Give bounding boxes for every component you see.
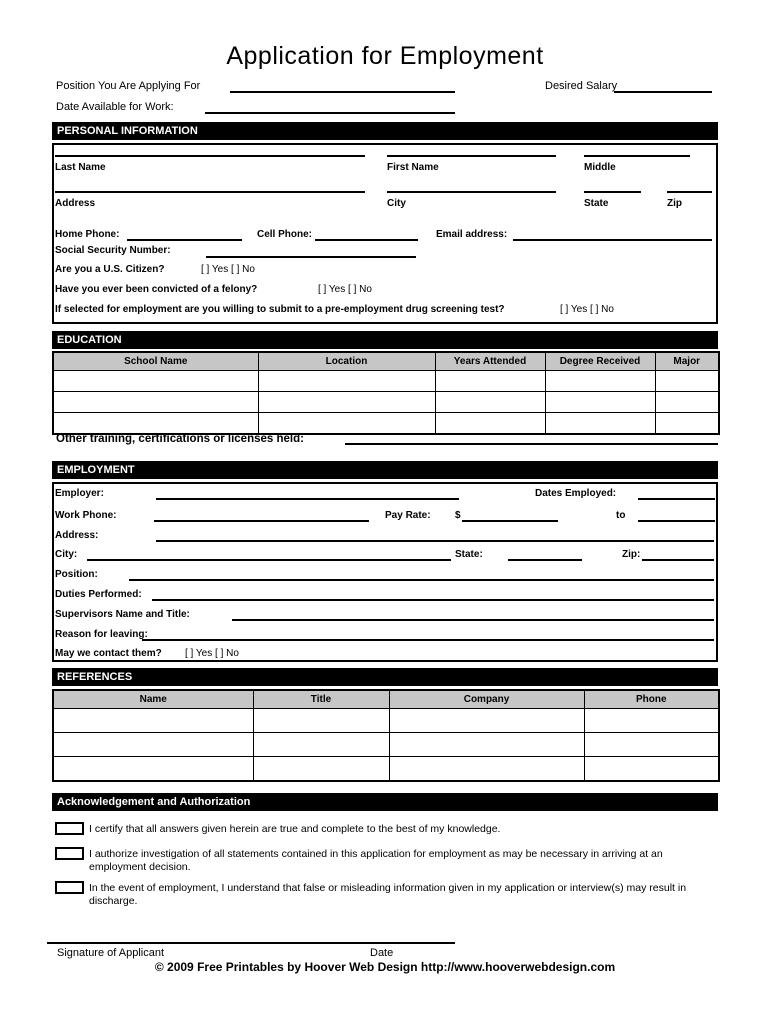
address-line[interactable] bbox=[55, 191, 365, 193]
references-cell[interactable] bbox=[584, 709, 719, 733]
education-col-school-name: School Name bbox=[53, 352, 258, 371]
employment-address-label: Address: bbox=[55, 530, 99, 541]
discharge-checkbox[interactable] bbox=[55, 881, 84, 894]
education-cell[interactable] bbox=[258, 392, 435, 413]
acknowledgement-banner: Acknowledgement and Authorization bbox=[52, 793, 718, 811]
certify-checkbox[interactable] bbox=[55, 822, 84, 835]
employment-state-label: State: bbox=[455, 549, 483, 560]
education-row bbox=[53, 392, 719, 413]
education-cell[interactable] bbox=[435, 392, 545, 413]
references-cell[interactable] bbox=[53, 733, 253, 757]
references-cell[interactable] bbox=[253, 757, 389, 782]
cell-phone-line[interactable] bbox=[315, 239, 418, 241]
address-label: Address bbox=[55, 198, 96, 209]
education-cell[interactable] bbox=[545, 371, 655, 392]
drug-screening-question: If selected for employment are you willing to submit to a pre-employment drug screening test? bbox=[55, 304, 505, 315]
references-cell[interactable] bbox=[584, 733, 719, 757]
certify-statement: I certify that all answers given herein are true and complete to the best of my knowledge. bbox=[89, 823, 501, 835]
references-cell[interactable] bbox=[253, 733, 389, 757]
copyright-notice: © 2009 Free Printables by Hoover Web Design http://www.hooverwebdesign.com bbox=[154, 960, 616, 974]
position-line[interactable] bbox=[129, 579, 714, 581]
authorize-checkbox[interactable] bbox=[55, 847, 84, 860]
references-cell[interactable] bbox=[53, 709, 253, 733]
education-cell[interactable] bbox=[435, 371, 545, 392]
education-cell[interactable] bbox=[435, 413, 545, 435]
references-cell[interactable] bbox=[389, 733, 584, 757]
us-citizen-yes-no-checkboxes[interactable]: [ ] Yes [ ] No bbox=[201, 264, 255, 275]
work-phone-label: Work Phone: bbox=[55, 510, 117, 521]
position-applying-label: Position You Are Applying For bbox=[56, 80, 201, 92]
home-phone-label: Home Phone: bbox=[55, 229, 120, 240]
state-label: State bbox=[584, 198, 609, 209]
city-line[interactable] bbox=[387, 191, 556, 193]
supervisor-name-title-line[interactable] bbox=[232, 619, 714, 621]
references-banner: REFERENCES bbox=[52, 668, 718, 686]
references-row bbox=[53, 733, 719, 757]
position-label: Position: bbox=[55, 569, 98, 580]
state-line[interactable] bbox=[584, 191, 641, 193]
employment-address-line[interactable] bbox=[156, 540, 714, 542]
education-table bbox=[52, 351, 720, 435]
middle-name-line[interactable] bbox=[584, 155, 690, 157]
employment-zip-label: Zip: bbox=[622, 549, 641, 560]
may-we-contact-yes-no-checkboxes[interactable]: [ ] Yes [ ] No bbox=[185, 648, 239, 659]
city-label: City bbox=[387, 198, 406, 209]
reason-for-leaving-label: Reason for leaving: bbox=[55, 629, 148, 640]
first-name-line[interactable] bbox=[387, 155, 556, 157]
education-header-row bbox=[53, 352, 719, 371]
middle-name-label: Middle bbox=[584, 162, 616, 173]
employment-city-label: City: bbox=[55, 549, 78, 560]
education-cell[interactable] bbox=[53, 392, 258, 413]
to-label: to bbox=[616, 510, 626, 521]
dollar-sign: $ bbox=[455, 510, 461, 521]
zip-line[interactable] bbox=[667, 191, 712, 193]
zip-label: Zip bbox=[667, 198, 682, 209]
authorize-statement: I authorize investigation of all statements contained in this application for employment as may be necessary in arriving at an employment decision. bbox=[89, 848, 663, 873]
ssn-label: Social Security Number: bbox=[55, 245, 171, 256]
position-applying-line[interactable] bbox=[230, 91, 455, 93]
last-name-label: Last Name bbox=[55, 162, 106, 173]
references-row bbox=[53, 709, 719, 733]
us-citizen-question: Are you a U.S. Citizen? bbox=[55, 264, 165, 275]
education-cell[interactable] bbox=[258, 371, 435, 392]
supervisor-name-title-label: Supervisors Name and Title: bbox=[55, 609, 190, 620]
references-cell[interactable] bbox=[389, 709, 584, 733]
dates-employed-label: Dates Employed: bbox=[535, 488, 617, 499]
employer-line[interactable] bbox=[156, 498, 459, 500]
employment-box bbox=[52, 482, 718, 662]
education-cell[interactable] bbox=[258, 413, 435, 435]
education-col-degree-received: Degree Received bbox=[545, 352, 655, 371]
other-training-label: Other training, certifications or licenses held: bbox=[56, 433, 304, 445]
education-col-major: Major bbox=[655, 352, 719, 371]
may-we-contact-question: May we contact them? bbox=[55, 648, 162, 659]
other-training-line[interactable] bbox=[345, 443, 718, 445]
pay-rate-label: Pay Rate: bbox=[385, 510, 431, 521]
first-name-label: First Name bbox=[387, 162, 439, 173]
references-row bbox=[53, 757, 719, 782]
references-col-name: Name bbox=[53, 690, 253, 709]
education-cell[interactable] bbox=[655, 392, 719, 413]
references-header-row bbox=[53, 690, 719, 709]
cell-phone-label: Cell Phone: bbox=[257, 229, 313, 240]
education-col-location: Location bbox=[258, 352, 435, 371]
discharge-statement: In the event of employment, I understand that false or misleading information given in my application or interview(s) may result in discharge. bbox=[89, 882, 687, 907]
references-cell[interactable] bbox=[389, 757, 584, 782]
education-cell[interactable] bbox=[53, 371, 258, 392]
employment-banner: EMPLOYMENT bbox=[52, 461, 718, 479]
references-cell[interactable] bbox=[53, 757, 253, 782]
education-cell[interactable] bbox=[53, 413, 258, 435]
education-row bbox=[53, 413, 719, 435]
work-phone-line[interactable] bbox=[154, 520, 369, 522]
personal-information-box bbox=[52, 143, 718, 324]
education-cell[interactable] bbox=[655, 413, 719, 435]
references-col-company: Company bbox=[389, 690, 584, 709]
references-table bbox=[52, 689, 720, 782]
ssn-line[interactable] bbox=[206, 256, 416, 258]
drug-screening-yes-no-checkboxes[interactable]: [ ] Yes [ ] No bbox=[560, 304, 614, 315]
felony-yes-no-checkboxes[interactable]: [ ] Yes [ ] No bbox=[318, 284, 372, 295]
email-line[interactable] bbox=[513, 239, 712, 241]
duties-performed-label: Duties Performed: bbox=[55, 589, 142, 600]
signature-of-applicant-label: Signature of Applicant bbox=[57, 947, 165, 959]
education-cell[interactable] bbox=[655, 371, 719, 392]
employment-state-line[interactable] bbox=[508, 559, 582, 561]
felony-question: Have you ever been convicted of a felony? bbox=[55, 284, 258, 295]
home-phone-line[interactable] bbox=[127, 239, 242, 241]
email-label: Email address: bbox=[436, 229, 508, 240]
desired-salary-label: Desired Salary bbox=[545, 80, 618, 92]
duties-performed-line[interactable] bbox=[152, 599, 714, 601]
dates-employed-to-line[interactable] bbox=[638, 520, 715, 522]
employment-city-line[interactable] bbox=[87, 559, 451, 561]
pay-rate-line[interactable] bbox=[462, 520, 558, 522]
employer-label: Employer: bbox=[55, 488, 104, 499]
date-available-label: Date Available for Work: bbox=[56, 101, 174, 113]
signature-line[interactable] bbox=[47, 942, 455, 944]
references-cell[interactable] bbox=[584, 757, 719, 782]
date-label: Date bbox=[370, 947, 394, 959]
education-cell[interactable] bbox=[545, 392, 655, 413]
page-title: Application for Employment bbox=[226, 42, 544, 70]
dates-employed-from-line[interactable] bbox=[638, 498, 715, 500]
date-available-line[interactable] bbox=[205, 112, 455, 114]
references-col-phone: Phone bbox=[584, 690, 719, 709]
education-banner: EDUCATION bbox=[52, 331, 718, 349]
desired-salary-line[interactable] bbox=[614, 91, 712, 93]
education-row bbox=[53, 371, 719, 392]
last-name-line[interactable] bbox=[55, 155, 365, 157]
references-cell[interactable] bbox=[253, 709, 389, 733]
education-cell[interactable] bbox=[545, 413, 655, 435]
education-col-years-attended: Years Attended bbox=[435, 352, 545, 371]
personal-information-banner: PERSONAL INFORMATION bbox=[52, 122, 718, 140]
references-col-title: Title bbox=[253, 690, 389, 709]
employment-zip-line[interactable] bbox=[642, 559, 714, 561]
reason-for-leaving-line[interactable] bbox=[142, 639, 714, 641]
